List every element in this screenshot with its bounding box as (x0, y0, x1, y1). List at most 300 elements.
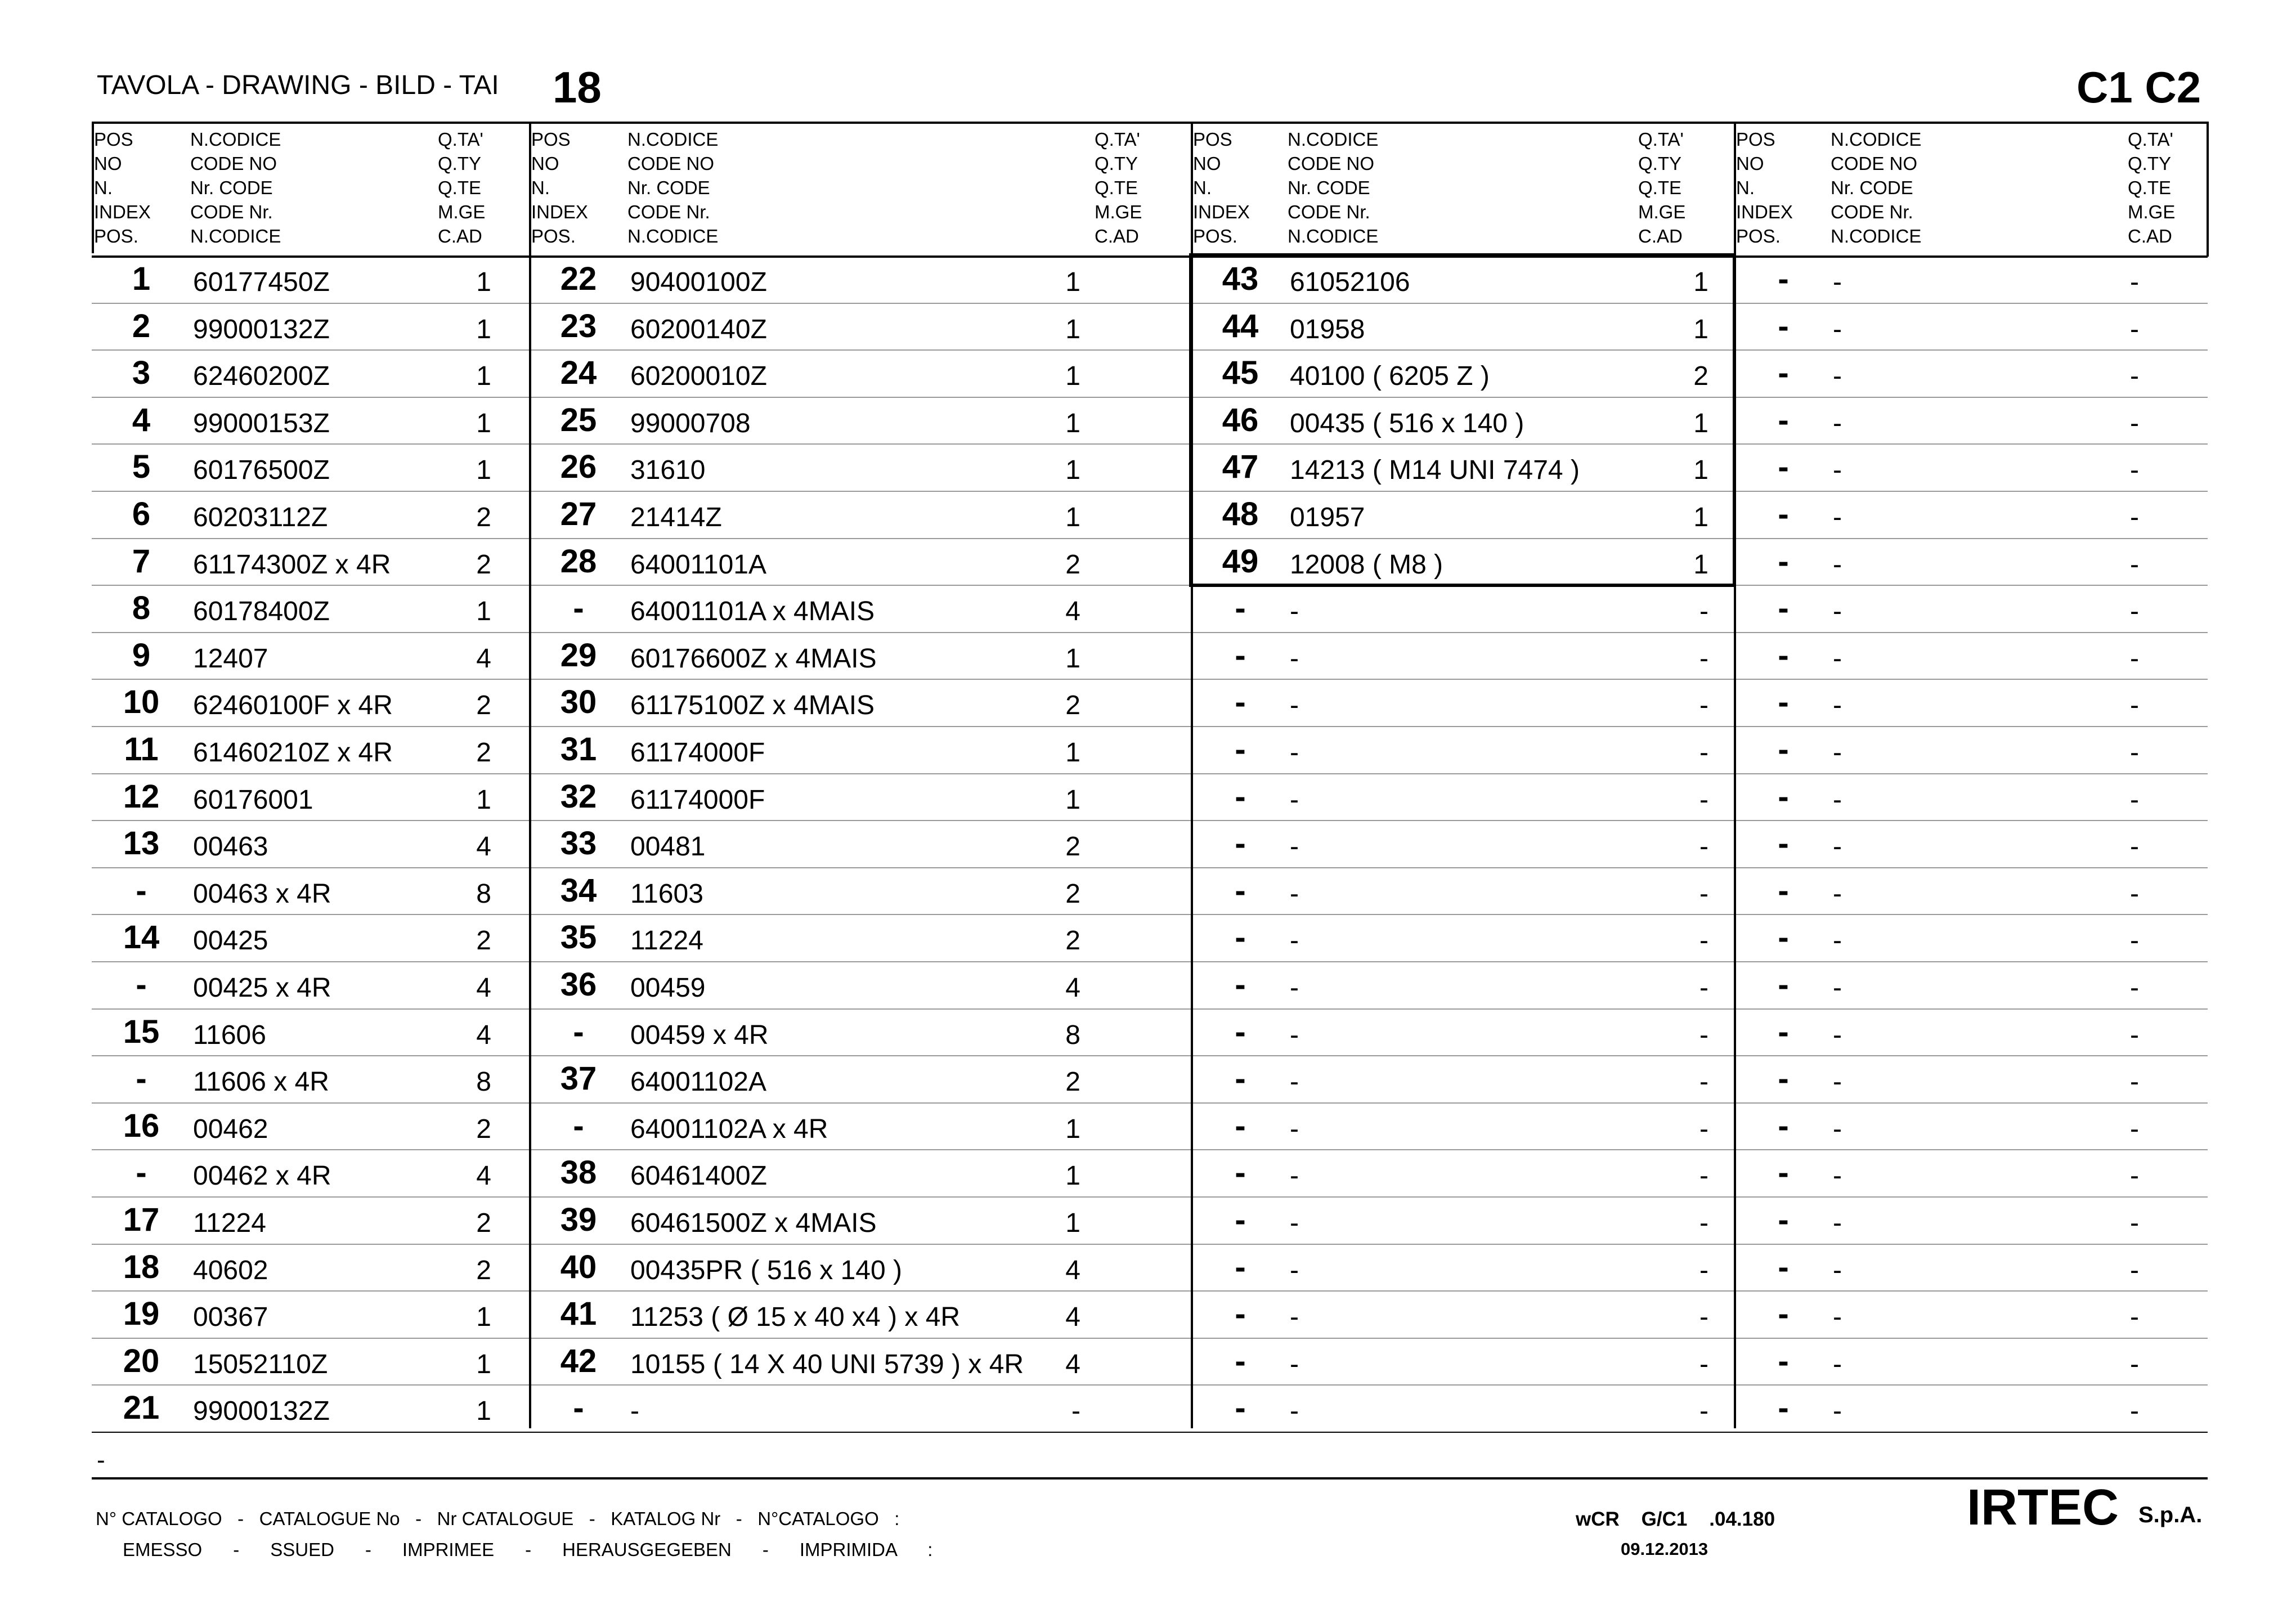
part-code: 15052110Z (193, 1349, 328, 1379)
part-code: 99000708 (630, 408, 751, 438)
position-number: - (1778, 496, 1789, 532)
table-row (1734, 397, 2208, 445)
header-qty (438, 127, 485, 248)
table-row (92, 491, 529, 539)
header-qty-line: Q.TA' (1638, 129, 1684, 150)
part-code: - (1290, 1255, 1299, 1285)
table-row (529, 349, 1191, 398)
part-code: - (1290, 1396, 1299, 1427)
table-row (1734, 1149, 2208, 1198)
table-row (92, 443, 529, 492)
header-qty (1638, 127, 1685, 248)
position-number: - (1778, 825, 1789, 862)
table-row (1191, 961, 1734, 1010)
header-pos-line: POS. (1193, 226, 1237, 246)
table-row (1734, 726, 2208, 774)
quantity: - (2130, 926, 2139, 956)
position-number: 12 (123, 778, 160, 815)
header-qty-line: Q.TA' (438, 129, 483, 150)
quantity: 4 (476, 832, 491, 862)
header-pos-line: N. (1193, 177, 1212, 198)
position-number: - (1778, 684, 1789, 721)
table-row (1734, 1290, 2208, 1339)
quantity: - (1699, 1161, 1708, 1191)
position-number: - (1235, 636, 1246, 674)
position-number: - (1778, 731, 1789, 768)
table-row (92, 397, 529, 445)
table-row (529, 1055, 1191, 1104)
table-row (1734, 1102, 2208, 1151)
table-row (92, 632, 529, 680)
table-row (529, 585, 1191, 633)
header-code-line: N.CODICE (627, 129, 719, 150)
quantity: 1 (476, 361, 491, 392)
part-code: - (1833, 832, 1842, 862)
header-code-line: CODE Nr. (1288, 201, 1370, 222)
part-code: 60461400Z (630, 1161, 767, 1191)
quantity: 1 (476, 408, 491, 438)
company-suffix: S.p.A. (2138, 1503, 2203, 1527)
part-code: 64001102A (630, 1067, 767, 1097)
position-number: 2 (132, 307, 151, 344)
table-row (1191, 1196, 1734, 1245)
column-group-1 (92, 122, 529, 1427)
header-pos-line: POS. (1736, 226, 1781, 246)
header-pos-line: N. (1736, 177, 1755, 198)
part-code: - (1833, 643, 1842, 674)
header-pos-line: NO (94, 153, 122, 174)
position-number: 16 (123, 1107, 160, 1144)
quantity: 4 (1065, 597, 1080, 627)
position-number: 46 (1222, 401, 1259, 438)
quantity: - (1699, 878, 1708, 909)
position-number: 32 (560, 778, 597, 815)
table-row (1191, 1338, 1734, 1386)
quantity: - (1699, 926, 1708, 956)
position-number: 13 (123, 825, 160, 862)
position-number: - (573, 1107, 584, 1144)
part-code: 11224 (193, 1208, 266, 1238)
header-code-line: N.CODICE (1831, 226, 1922, 246)
table-row (529, 1384, 1191, 1433)
quantity: 4 (476, 643, 491, 674)
part-code: 10155 ( 14 X 40 UNI 5739 ) x 4R (630, 1349, 1024, 1379)
quantity: - (1699, 738, 1708, 768)
part-code: 12407 (193, 643, 268, 674)
table-row (92, 961, 529, 1010)
quantity: - (2130, 361, 2139, 392)
header-code-line: CODE NO (627, 153, 715, 174)
column-group-2 (529, 122, 1191, 1427)
drawing-title: TAVOLA - DRAWING - BILD - TAI (97, 70, 499, 100)
position-number: - (136, 1060, 147, 1097)
position-number: 15 (123, 1013, 160, 1050)
part-code: - (1290, 1067, 1299, 1097)
table-row (1734, 820, 2208, 868)
part-code: 61174000F (630, 784, 765, 815)
quantity: - (2130, 643, 2139, 674)
header-qty-line: Q.TE (2128, 177, 2172, 198)
table-row (1734, 1384, 2208, 1433)
part-code: 62460200Z (193, 361, 330, 392)
header-code-line: CODE NO (190, 153, 277, 174)
header-qty-line: Q.TA' (1095, 129, 1140, 150)
position-number: - (1778, 1201, 1789, 1238)
position-number: - (1235, 919, 1246, 956)
header-qty-line: Q.TY (1638, 153, 1682, 174)
table-row (92, 585, 529, 633)
position-number: 43 (1222, 261, 1259, 297)
table-row (529, 914, 1191, 962)
position-number: 17 (123, 1201, 160, 1238)
part-code: 01958 (1290, 314, 1365, 344)
catalog-number-label: N° CATALOGO - CATALOGUE No - Nr CATALOGUE - KATALOG Nr - N°CATALOGO : (96, 1508, 900, 1529)
table-row (92, 1055, 529, 1104)
table-row (529, 961, 1191, 1010)
quantity: 1 (1065, 784, 1080, 815)
quantity: 1 (1693, 549, 1708, 580)
part-code: 00481 (630, 832, 706, 862)
header-pos (531, 127, 588, 248)
table-row (529, 1149, 1191, 1198)
part-code: 61460210Z x 4R (193, 738, 393, 768)
position-number: 14 (123, 919, 160, 956)
table-row (1734, 585, 2208, 633)
part-code: - (1290, 691, 1299, 721)
position-number: 21 (123, 1389, 160, 1427)
part-code: - (1833, 1349, 1842, 1379)
column-header (529, 122, 1191, 258)
quantity: 4 (476, 1161, 491, 1191)
part-code: - (1833, 503, 1842, 532)
quantity: 1 (1065, 503, 1080, 532)
table-row (1191, 679, 1734, 727)
quantity: 2 (476, 549, 491, 580)
quantity: 1 (1065, 1208, 1080, 1238)
table-row (1191, 773, 1734, 822)
quantity: 2 (476, 738, 491, 768)
table-row (1734, 303, 2208, 351)
header-pos-line: INDEX (94, 201, 151, 222)
part-code: - (1833, 408, 1842, 438)
part-code: - (1833, 1114, 1842, 1144)
quantity: - (1699, 1349, 1708, 1379)
quantity: 2 (1065, 832, 1080, 862)
position-number: - (1235, 590, 1246, 627)
part-code: - (1833, 926, 1842, 956)
part-code: 11253 ( Ø 15 x 40 x4 ) x 4R (630, 1302, 961, 1333)
part-code: 60177450Z (193, 267, 330, 297)
table-row (92, 1008, 529, 1057)
position-number: - (1235, 778, 1246, 815)
quantity: - (2130, 267, 2139, 297)
quantity: - (2130, 1396, 2139, 1427)
table-row (1734, 867, 2208, 916)
quantity: 2 (1065, 878, 1080, 909)
position-number: - (1778, 355, 1789, 392)
table-row (529, 397, 1191, 445)
part-code: - (1290, 597, 1299, 627)
part-code: 64001102A x 4R (630, 1114, 828, 1144)
position-number: 19 (123, 1295, 160, 1333)
part-code: - (1290, 738, 1299, 768)
quantity: 8 (476, 1067, 491, 1097)
quantity: 1 (1693, 267, 1708, 297)
table-row (92, 914, 529, 962)
catalog-reference: wCR G/C1 .04.180 (1576, 1508, 1775, 1530)
part-code: 00435PR ( 516 x 140 ) (630, 1255, 902, 1285)
header-pos-line: N. (94, 177, 113, 198)
quantity: - (1699, 1114, 1708, 1144)
part-code: - (1833, 1396, 1842, 1427)
part-code: 11606 x 4R (193, 1067, 329, 1097)
part-code: 60176500Z (193, 455, 330, 486)
quantity: - (2130, 1302, 2139, 1333)
header-code (1288, 127, 1378, 248)
table-row (1191, 1290, 1734, 1339)
part-code: - (1290, 1161, 1299, 1191)
part-code: - (1290, 926, 1299, 956)
header-code (190, 127, 281, 248)
quantity: - (1699, 597, 1708, 627)
position-number: - (1778, 872, 1789, 909)
quantity: - (2130, 455, 2139, 486)
header-pos-line: INDEX (1193, 201, 1250, 222)
header-code-line: N.CODICE (1288, 129, 1379, 150)
table-row (1191, 820, 1734, 868)
quantity: - (2130, 1349, 2139, 1379)
quantity: - (2130, 1067, 2139, 1097)
table-row (529, 1196, 1191, 1245)
quantity: 2 (476, 1255, 491, 1285)
header-qty-line: M.GE (1095, 201, 1142, 222)
quantity: 1 (476, 314, 491, 344)
quantity: 8 (1065, 1020, 1080, 1050)
quantity: 2 (476, 503, 491, 532)
quantity: 1 (476, 784, 491, 815)
part-code: 00425 x 4R (193, 973, 331, 1003)
position-number: - (1235, 1013, 1246, 1050)
part-code: 12008 ( M8 ) (1290, 549, 1443, 580)
header-code-line: Nr. CODE (627, 177, 710, 198)
position-number: 5 (132, 449, 151, 486)
position-number: - (1778, 1389, 1789, 1427)
part-code: - (1290, 973, 1299, 1003)
table-row (92, 349, 529, 398)
part-code: 61175100Z x 4MAIS (630, 691, 875, 721)
column-header (1191, 122, 1734, 258)
header-code-line: N.CODICE (190, 129, 281, 150)
table-row (529, 679, 1191, 727)
position-number: - (1235, 872, 1246, 909)
position-number: - (1778, 636, 1789, 674)
table-row (92, 255, 529, 304)
table-row (529, 1244, 1191, 1292)
position-number: - (1778, 1154, 1789, 1191)
table-row (529, 820, 1191, 868)
quantity: - (2130, 597, 2139, 627)
quantity: - (2130, 738, 2139, 768)
table-row (1191, 632, 1734, 680)
position-number: - (1235, 684, 1246, 721)
quantity: - (2130, 1020, 2139, 1050)
header-pos-line: POS. (531, 226, 576, 246)
table-row (92, 867, 529, 916)
header-pos-line: POS (1193, 129, 1232, 150)
position-number: - (1778, 401, 1789, 438)
part-code: - (1290, 1114, 1299, 1144)
column-group-4 (1734, 122, 2208, 1427)
position-number: - (136, 1154, 147, 1191)
position-number: - (1778, 590, 1789, 627)
table-row (1191, 1149, 1734, 1198)
quantity: - (1699, 1255, 1708, 1285)
table-row (1734, 491, 2208, 539)
part-code: - (1833, 784, 1842, 815)
header-qty (2128, 127, 2175, 248)
header-qty-line: M.GE (438, 201, 486, 222)
position-number: - (1778, 1107, 1789, 1144)
quantity: - (2130, 973, 2139, 1003)
position-number: 9 (132, 636, 151, 674)
parts-table (92, 122, 2208, 1427)
table-number: 18 (553, 62, 602, 112)
quantity: 4 (1065, 1302, 1080, 1333)
part-code: - (1833, 361, 1842, 392)
table-row (1191, 1384, 1734, 1433)
table-row (529, 303, 1191, 351)
header-code-line: Nr. CODE (1831, 177, 1913, 198)
part-code: 00462 x 4R (193, 1161, 331, 1191)
header-qty-line: Q.TY (2128, 153, 2172, 174)
table-row (1191, 914, 1734, 962)
part-code: - (1833, 973, 1842, 1003)
column-separator (92, 122, 94, 253)
quantity: - (2130, 408, 2139, 438)
table-row (92, 820, 529, 868)
quantity: 1 (1065, 643, 1080, 674)
quantity: 2 (1065, 1067, 1080, 1097)
quantity: 1 (1065, 361, 1080, 392)
quantity: 1 (476, 267, 491, 297)
table-row (1191, 1008, 1734, 1057)
position-number: 44 (1222, 307, 1259, 344)
part-code: 00435 ( 516 x 140 ) (1290, 408, 1524, 438)
part-code: - (1833, 1208, 1842, 1238)
quantity: - (2130, 1161, 2139, 1191)
position-number: - (1778, 1248, 1789, 1285)
part-code: 00463 (193, 832, 268, 862)
position-number: 25 (560, 401, 597, 438)
table-row (1734, 632, 2208, 680)
table-row (529, 867, 1191, 916)
model-codes: C1 C2 (2077, 62, 2201, 112)
part-code: - (1833, 597, 1842, 627)
quantity: 1 (1065, 738, 1080, 768)
position-number: 24 (560, 355, 597, 392)
header-pos-line: POS (1736, 129, 1775, 150)
part-code: - (1290, 1349, 1299, 1379)
position-number: 10 (123, 684, 160, 721)
position-number: 8 (132, 590, 151, 627)
header-pos-line: INDEX (1736, 201, 1793, 222)
part-code: 62460100F x 4R (193, 691, 393, 721)
quantity: - (2130, 1114, 2139, 1144)
table-row (1191, 1055, 1734, 1104)
position-number: 6 (132, 496, 151, 532)
position-number: - (1778, 261, 1789, 297)
position-number: - (1235, 825, 1246, 862)
part-code: - (1833, 1067, 1842, 1097)
quantity: 4 (1065, 973, 1080, 1003)
table-row (1191, 1102, 1734, 1151)
table-row (92, 1384, 529, 1433)
quantity: - (1699, 1208, 1708, 1238)
position-number: 47 (1222, 449, 1259, 486)
table-row (529, 1008, 1191, 1057)
part-code: - (1290, 1208, 1299, 1238)
quantity: 1 (1065, 455, 1080, 486)
part-code: - (1833, 691, 1842, 721)
issued-label: EMESSO - SSUED - IMPRIMEE - HERAUSGEGEBEN - IMPRIMIDA : (123, 1539, 933, 1560)
quantity: 1 (1065, 267, 1080, 297)
part-code: 21414Z (630, 503, 722, 532)
part-code: 14213 ( M14 UNI 7474 ) (1290, 455, 1580, 486)
position-number: - (1778, 543, 1789, 580)
quantity: - (1699, 1020, 1708, 1050)
part-code: 60178400Z (193, 597, 330, 627)
position-number: 26 (560, 449, 597, 486)
table-right-edge (2207, 122, 2209, 257)
header-code-line: CODE Nr. (190, 201, 273, 222)
quantity: 1 (1693, 455, 1708, 486)
part-code: 31610 (630, 455, 706, 486)
header-code-line: N.CODICE (627, 226, 719, 246)
part-code: - (1833, 738, 1842, 768)
header-pos-line: NO (1736, 153, 1764, 174)
quantity: - (2130, 549, 2139, 580)
position-number: - (1778, 307, 1789, 344)
part-code: - (630, 1396, 639, 1427)
header-qty-line: C.AD (1638, 226, 1683, 246)
header-qty-line: Q.TE (438, 177, 482, 198)
column-header (92, 122, 529, 258)
table-row (1734, 1196, 2208, 1245)
quantity: - (1699, 973, 1708, 1003)
part-code: - (1833, 267, 1842, 297)
part-code: 61174300Z x 4R (193, 549, 391, 580)
table-row (92, 1244, 529, 1292)
position-number: 33 (560, 825, 597, 862)
quantity: 1 (476, 597, 491, 627)
quantity: 2 (476, 926, 491, 956)
table-row (529, 1102, 1191, 1151)
part-code: - (1833, 1161, 1842, 1191)
part-code: - (1833, 549, 1842, 580)
position-number: 3 (132, 355, 151, 392)
part-code: - (1833, 455, 1842, 486)
position-number: - (1235, 1248, 1246, 1285)
quantity: - (2130, 832, 2139, 862)
position-number: - (1778, 778, 1789, 815)
position-number: - (1778, 919, 1789, 956)
table-row (92, 1290, 529, 1339)
quantity: 2 (476, 1208, 491, 1238)
header-qty-line: M.GE (1638, 201, 1686, 222)
position-number: - (1235, 1154, 1246, 1191)
table-row (529, 255, 1191, 304)
position-number: 38 (560, 1154, 597, 1191)
